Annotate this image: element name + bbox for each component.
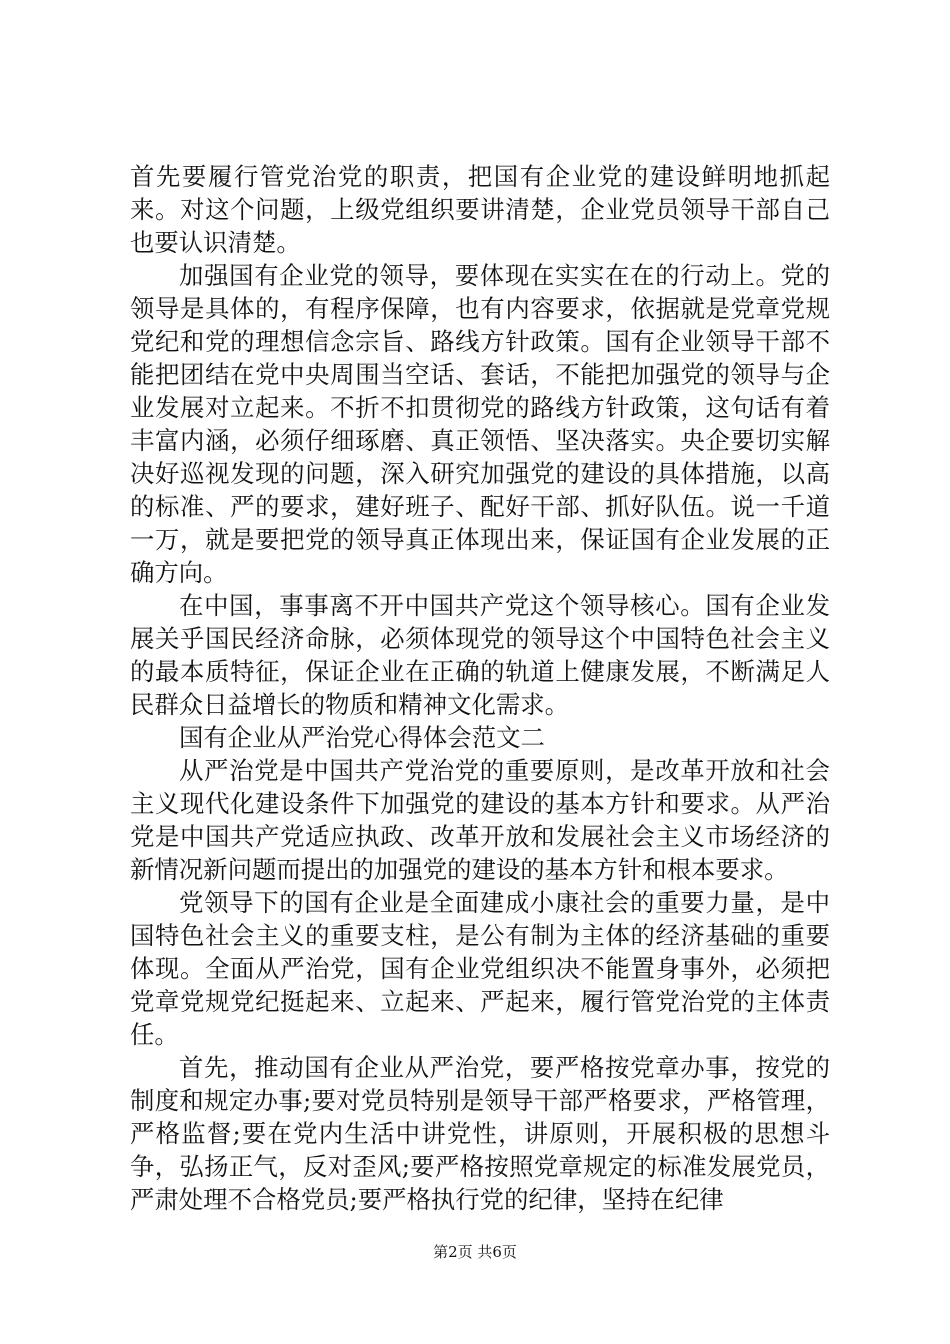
page-number-footer: 第2页 共6页 [433,1243,517,1261]
paragraph-continuation: 首先要履行管党治党的职责，把国有企业党的建设鲜明地抓起来。对这个问题，上级党组织要讲清楚，企业党员领导干部自己也要认识清楚。 [130,162,830,257]
paragraph: 加强国有企业党的领导，要体现在实实在在的行动上。党的领导是具体的，有程序保障，也有内容要求，依据就是党章党规党纪和党的理想信念宗旨、路线方针政策。国有企业领导干部不能把团结在党中央周围当空话、套话，不能把加强党的领导与企业发展对立起来。不折不扣贯彻党的路线方针政策，这句话有着丰富内涵，必须仔细琢磨、真正领悟、坚决落实。央企要切实解决好巡视发现的问题，深入研究加强党的建设的具体措施，以高的标准、严的要求，建好班子、配好干部、抓好队伍。说一千道一万，就是要把党的领导真正体现出来，保证国有企业发展的正确方向。 [130,261,830,587]
paragraph: 从严治党是中国共产党治党的重要原则，是改革开放和社会主义现代化建设条件下加强党的建设的基本方针和要求。从严治党是中国共产党适应执政、改革开放和发展社会主义市场经济的新情况新问题而提出的加强党的建设的基本方针和根本要求。 [130,756,830,884]
document-body [130,160,830,1216]
paragraph: 党领导下的国有企业是全面建成小康社会的重要力量，是中国特色社会主义的重要支柱，是公有制为主体的经济基础的重要体现。全面从严治党，国有企业党组织决不能置身事外，必须把党章党规党纪挺起来、立起来、严起来，履行管党治党的主体责任。 [130,888,830,1049]
paragraph: 首先，推动国有企业从严治党，要严格按党章办事，按党的制度和规定办事;要对党员特别是领导干部严格要求，严格管理，严格监督;要在党内生活中讲党性，讲原则，开展积极的思想斗争，弘扬正气，反对歪风;要严格按照党章规定的标准发展党员，严肃处理不合格党员;要严格执行党的纪律，坚持在纪律 [130,1053,830,1214]
section-heading: 国有企业从严治党心得体会范文二 [179,723,545,752]
paragraph: 在中国，事事离不开中国共产党这个领导核心。国有企业发展关乎国民经济命脉，必须体现党的领导这个中国特色社会主义的最本质特征，保证企业在正确的轨道上健康发展，不断满足人民群众日益增长的物质和精神文化需求。 [130,591,830,719]
